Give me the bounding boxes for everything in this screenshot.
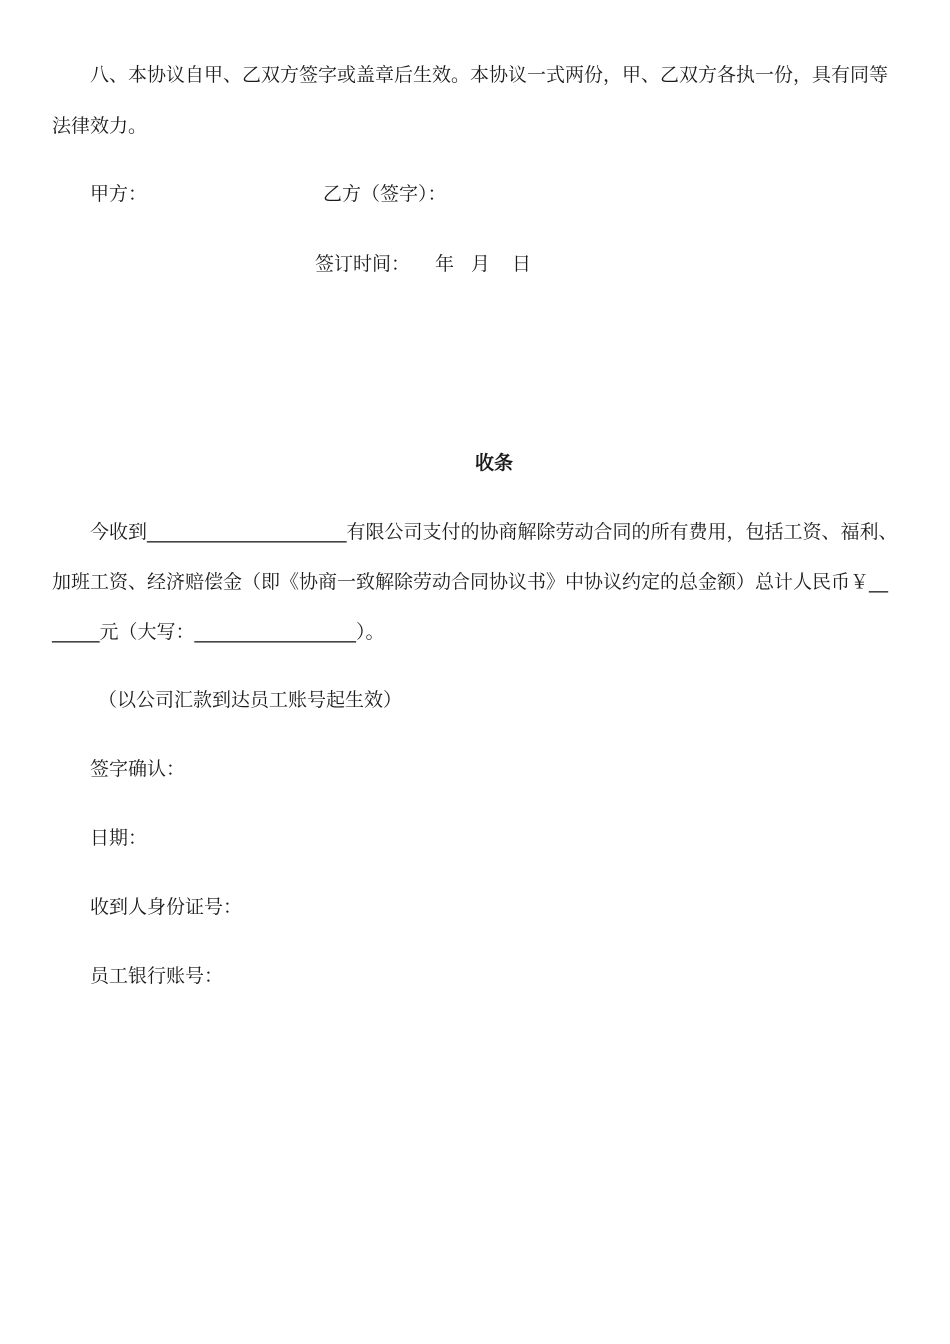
receipt-received-from: 今收到	[90, 521, 148, 543]
party-b-signature-label: 乙方（签字）：	[323, 183, 447, 205]
employee-bank-account-label: 员工银行账号：	[90, 965, 224, 987]
clause-8-line-2: 法律效力。	[52, 115, 148, 137]
receipt-title: 收条	[475, 452, 514, 474]
amount-words-label: 元（大写：	[99, 621, 195, 643]
party-a-label: 甲方：	[90, 183, 148, 205]
receipt-paragraph-line-1	[90, 523, 898, 542]
receipt-effective-note: （以公司汇款到达员工账号起生效）	[98, 689, 403, 711]
receipt-paragraph-line-2: 加班工资、经济赔偿金（即《协商一致解除劳动合同协议书》中协议约定的总金额）总计人民币￥__	[52, 571, 889, 593]
clause-8-line-1: 八、本协议自甲、乙双方签字或盖章后生效。本协议一式两份，甲、乙双方各执一份，具有同等	[90, 64, 889, 86]
signing-month: 月	[471, 253, 491, 275]
amount-words-blank: _________________	[194, 621, 357, 643]
amount-words-close: ）。	[356, 621, 385, 643]
recipient-id-number-label: 收到人身份证号：	[90, 896, 243, 918]
signing-year: 年	[435, 253, 455, 275]
receipt-date-label: 日期：	[90, 827, 148, 849]
signature-confirm-label: 签字确认：	[90, 758, 186, 780]
amount-blank: _____	[52, 621, 100, 643]
signing-time-label: 签订时间：	[315, 253, 411, 275]
receipt-paragraph-line-3	[52, 623, 385, 642]
receipt-company-payment-text: 有限公司支付的协商解除劳动合同的所有费用，包括工资、福利、	[346, 521, 898, 543]
company-name-blank: _____________________	[147, 521, 347, 543]
signing-day: 日	[512, 253, 532, 275]
